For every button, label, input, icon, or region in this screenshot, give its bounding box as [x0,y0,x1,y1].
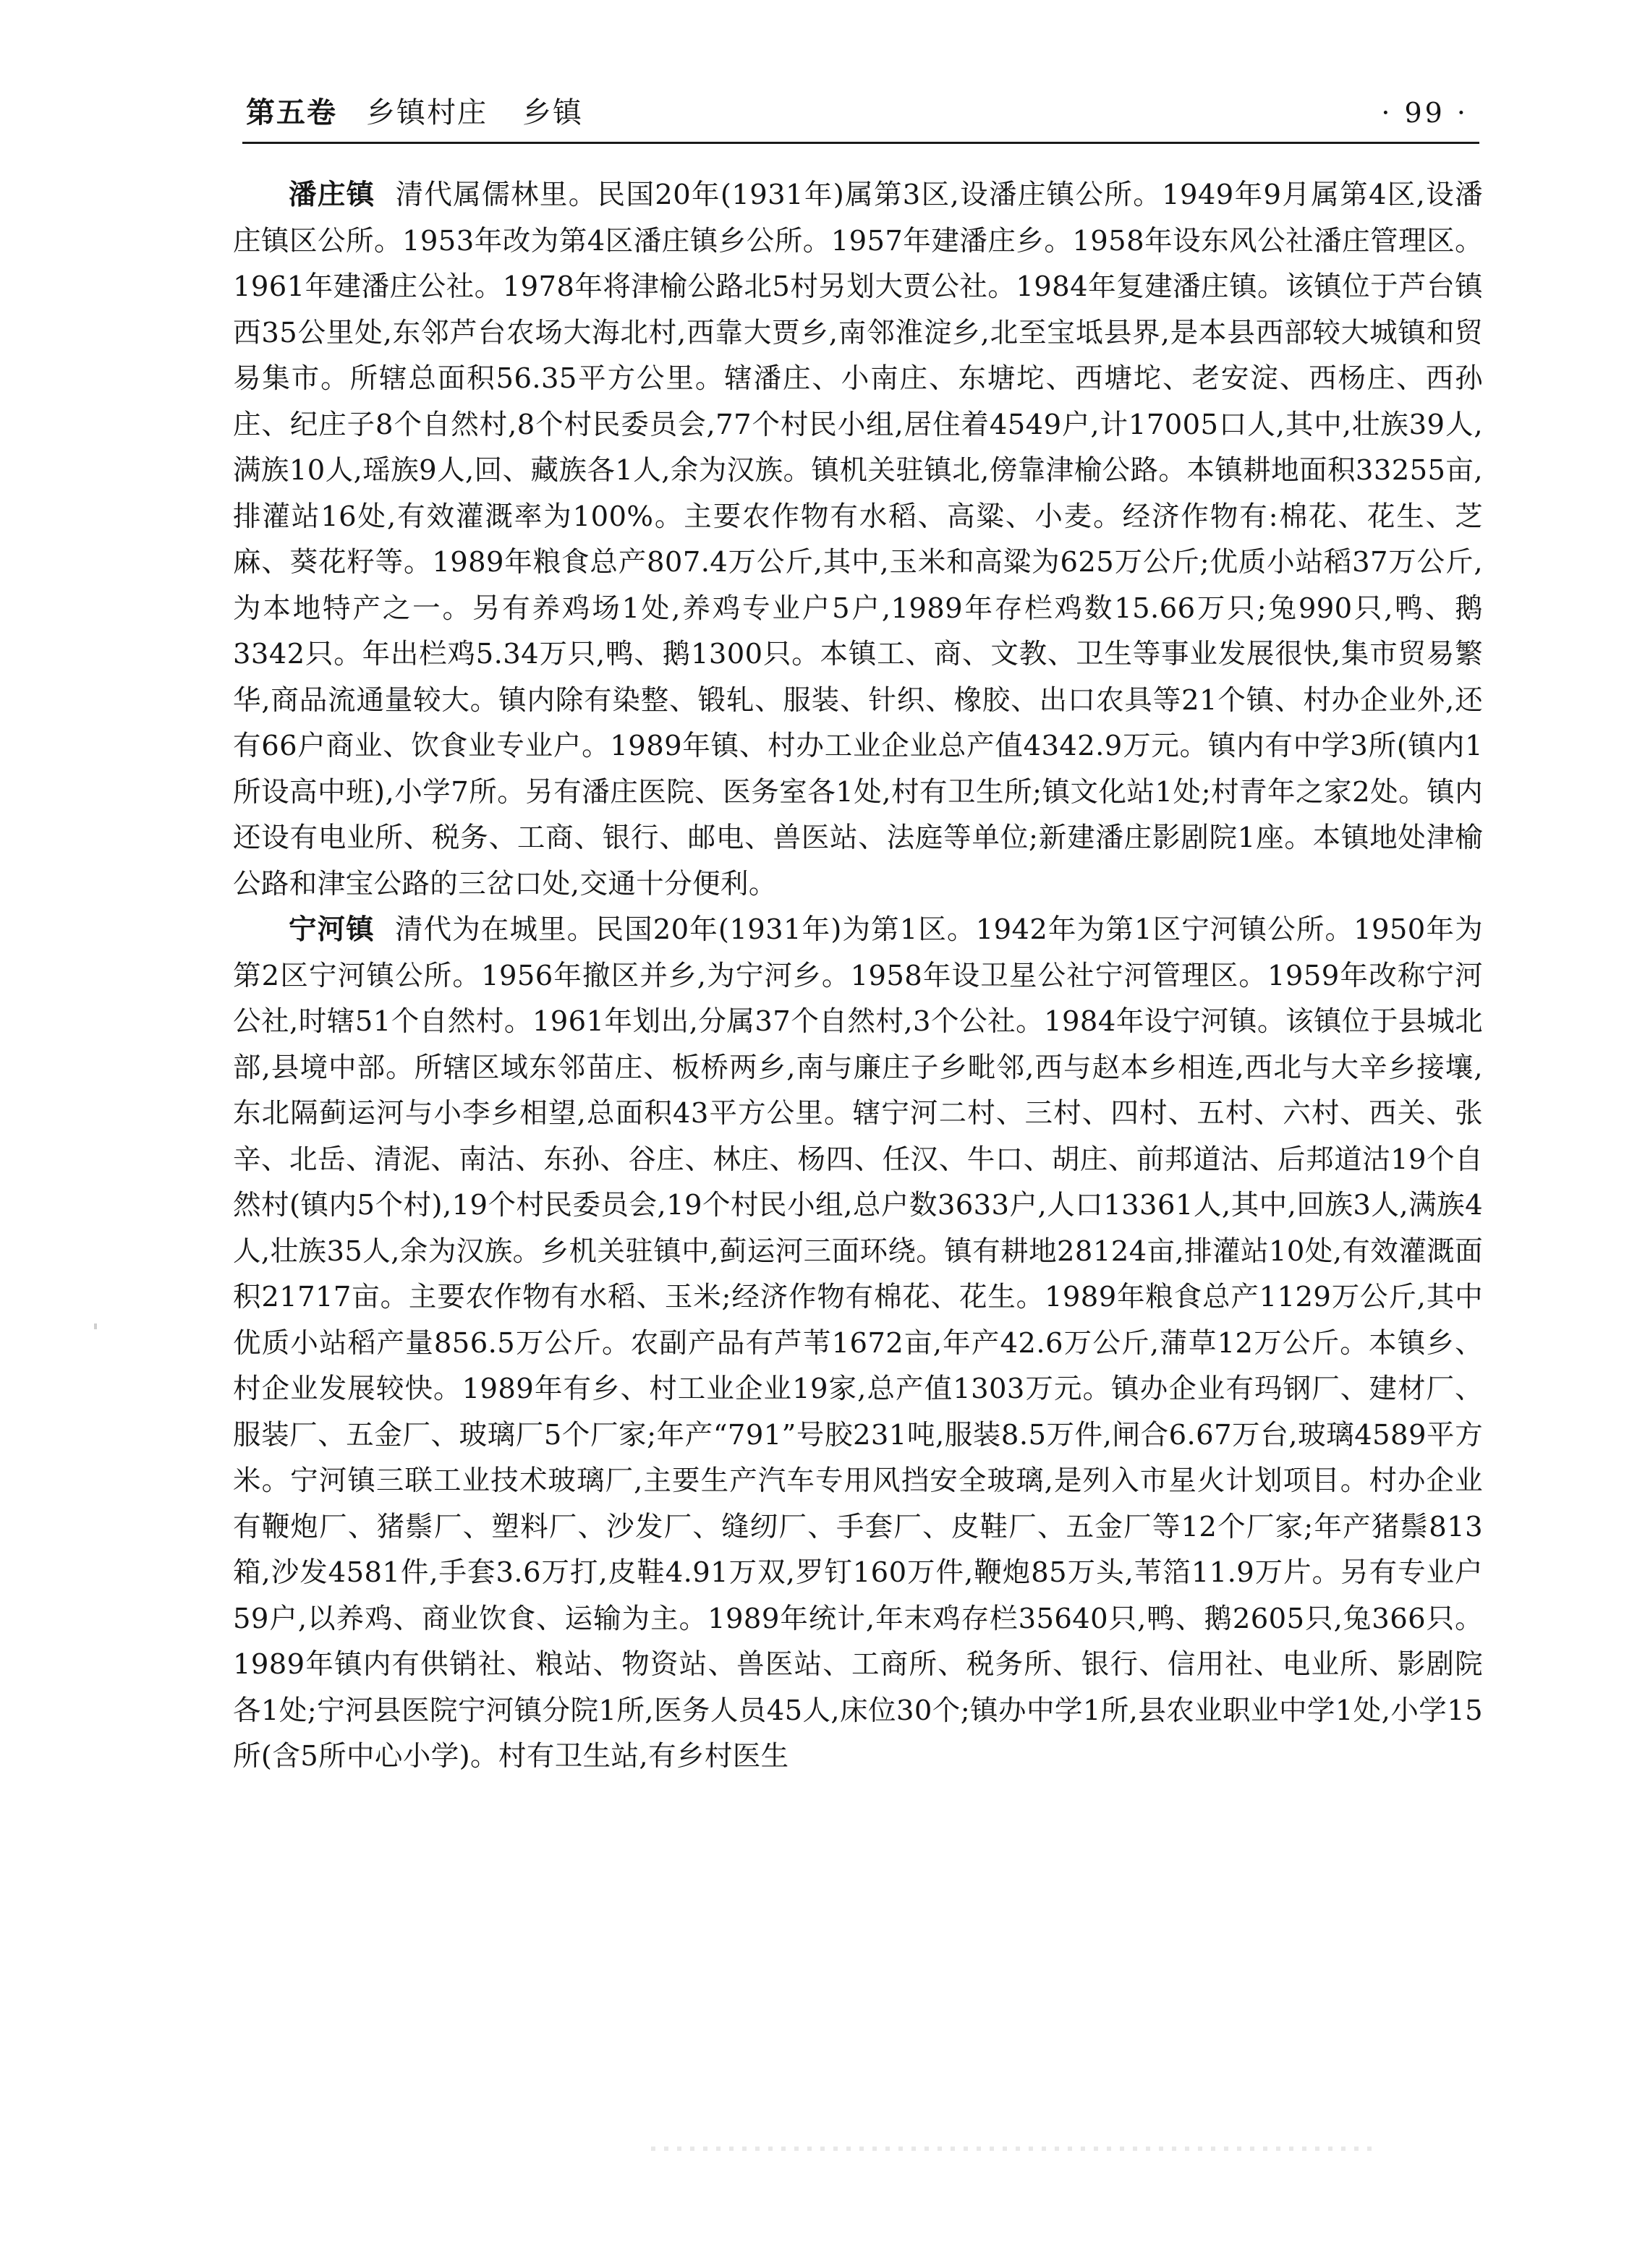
scan-noise [651,2146,1374,2151]
entry-text: 清代为在城里。民国20年(1931年)为第1区。1942年为第1区宁河镇公所。1950年为第2区宁河镇公所。1956年撤区并乡,为宁河乡。1958年设卫星公社宁河管理区。1959年改称宁河公社,时辖51个自然村。1961年划出,分属37个自然村,3个公社。1984年设宁河镇。该镇位于县城北部,县境中部。所辖区域东邻苗庄、板桥两乡,南与廉庄子乡毗邻,西与赵本乡相连,西北与大辛乡接壤,东北隔蓟运河与小李乡相望,总面积43平方公里。辖宁河二村、三村、四村、五村、六村、西关、张辛、北岳、清泥、南沽、东孙、谷庄、林庄、杨四、任汉、牛口、胡庄、前邦道沽、后邦道沽19个自然村(镇内5个村),19个村民委员会,19个村民小组,总户数3633户,人口13361人,其中,回族3人,满族4人,壮族35人,余为汉族。乡机关驻镇中,蓟运河三面环绕。镇有耕地28124亩,排灌站10处,有效灌溉面积21717亩。主要农作物有水稻、玉米;经济作物有棉花、花生。1989年粮食总产1129万公斤,其中优质小站稻产量856.5万公斤。农副产品有芦苇1672亩,年产42.6万公斤,蒲草12万公斤。本镇乡、村企业发展较快。1989年有乡、村工业企业19家,总产值1303万元。镇办企业有玛钢厂、建材厂、服装厂、五金厂、玻璃厂5个厂家;年产“791”号胶231吨,服装8.5万件,闸合6.67万台,玻璃4589平方米。宁河镇三联工业技术玻璃厂,主要生产汽车专用风挡安全玻璃,是列入市星火计划项目。村办企业有鞭炮厂、猪鬃厂、塑料厂、沙发厂、缝纫厂、手套厂、皮鞋厂、五金厂等12个厂家;年产猪鬃813箱,沙发4581件,手套3.6万打,皮鞋4.91万双,罗钉160万件,鞭炮85万头,苇箔11.9万片。另有专业户59户,以养鸡、商业饮食、运输为主。1989年统计,年末鸡存栏35640只,鸭、鹅2605只,兔366只。1989年镇内有供销社、粮站、物资站、兽医站、工商所、税务所、银行、信用社、电业所、影剧院各1处;宁河县医院宁河镇分院1所,医务人员45人,床位30个;镇办中学1所,县农业职业中学1处,小学15所(含5所中心小学)。村有卫生站,有乡村医生 [233,913,1483,1773]
section-label: 乡镇 [522,96,583,129]
running-header [246,93,1476,137]
entry-paragraph-panzhuang [233,172,1483,907]
main-text [233,172,1483,1780]
entry-text: 清代属儒林里。民国20年(1931年)属第3区,设潘庄镇公所。1949年9月属第4区,设潘庄镇区公所。1953年改为第4区潘庄镇乡公所。1957年建潘庄乡。1958年设东风公社潘庄管理区。1961年建潘庄公社。1978年将津榆公路北5村另划大贾公社。1984年复建潘庄镇。该镇位于芦台镇西35公里处,东邻芦台农场大海北村,西靠大贾乡,南邻淮淀乡,北至宝坻县界,是本县西部较大城镇和贸易集市。所辖总面积56.35平方公里。辖潘庄、小南庄、东塘坨、西塘坨、老安淀、西杨庄、西孙庄、纪庄子8个自然村,8个村民委员会,77个村民小组,居住着4549户,计17005口人,其中,壮族39人,满族10人,瑶族9人,回、藏族各1人,余为汉族。镇机关驻镇北,傍靠津榆公路。本镇耕地面积33255亩,排灌站16处,有效灌溉率为100%。主要农作物有水稻、高粱、小麦。经济作物有:棉花、花生、芝麻、葵花籽等。1989年粮食总产807.4万公斤,其中,玉米和高粱为625万公斤;优质小站稻37万公斤,为本地特产之一。另有养鸡场1处,养鸡专业户5户,1989年存栏鸡数15.66万只;兔990只,鸭、鹅3342只。年出栏鸡5.34万只,鸭、鹅1300只。本镇工、商、文教、卫生等事业发展很快,集市贸易繁华,商品流通量较大。镇内除有染整、锻轧、服装、针织、橡胶、出口农具等21个镇、村办企业外,还有66户商业、饮食业专业户。1989年镇、村办工业企业总产值4342.9万元。镇内有中学3所(镇内1所设高中班),小学7所。另有潘庄医院、医务室各1处,村有卫生所;镇文化站1处;村青年之家2处。镇内还设有电业所、税务、工商、银行、邮电、兽医站、法庭等单位;新建潘庄影剧院1座。本镇地处津榆公路和津宝公路的三岔口处,交通十分便利。 [233,179,1484,900]
page-number: · 99 · [1381,97,1468,129]
entry-paragraph-ninghe [233,907,1483,1780]
scan-margin-mark [94,1323,97,1329]
header-rule [242,142,1479,144]
header-left [246,93,583,133]
entry-title: 潘庄镇 [289,179,375,211]
entry-title: 宁河镇 [289,913,375,946]
volume-label: 第五卷 [246,96,337,129]
chapter-label: 乡镇村庄 [366,96,488,129]
